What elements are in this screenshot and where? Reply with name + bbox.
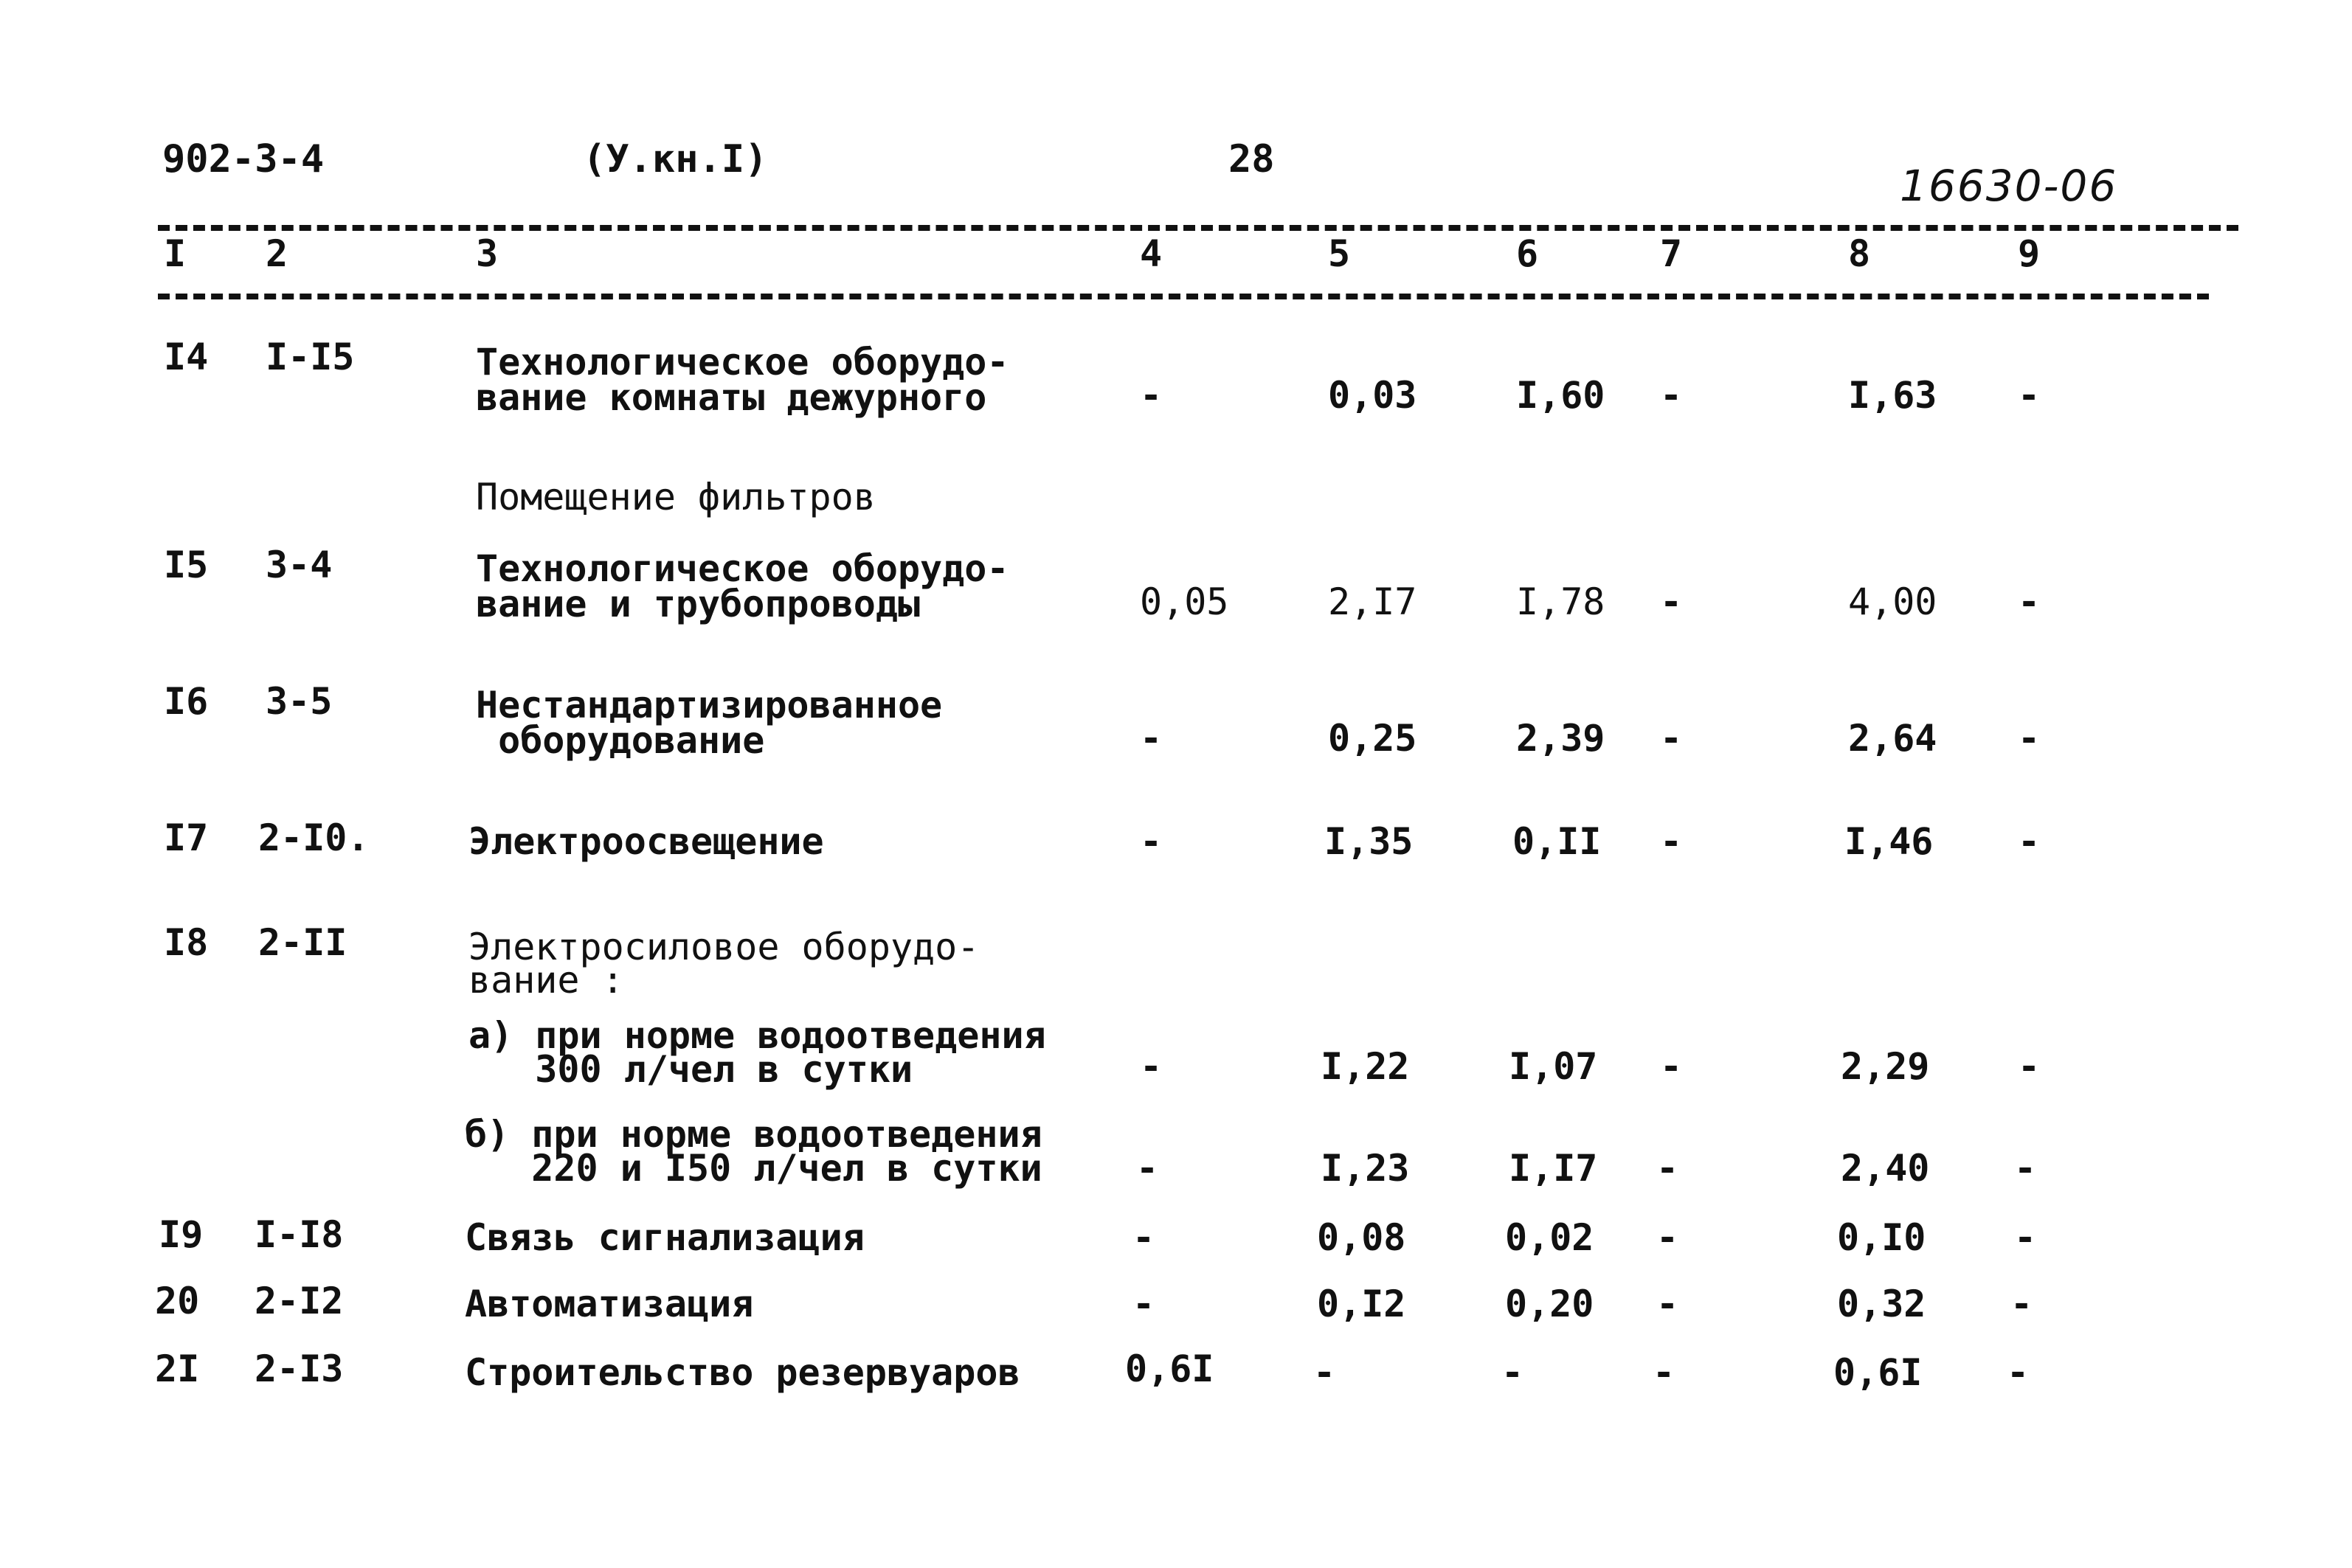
cell-col-9: - [2007, 1351, 2030, 1394]
cell-col-4: 0,6I [1125, 1347, 1214, 1390]
cell-col-7: - [1656, 1283, 1679, 1325]
cell-col-7: - [1660, 1045, 1683, 1088]
cell-col-7: - [1653, 1351, 1675, 1394]
col-header-3: 3 [476, 232, 499, 275]
row-name-line-1: Технологическое оборудо- [476, 341, 1009, 384]
cell-col-8: 4,00 [1848, 580, 1937, 623]
col-header-6: 6 [1516, 232, 1539, 275]
col-header-7: 7 [1660, 232, 1683, 275]
cell-col-5: I,35 [1324, 820, 1414, 863]
cell-col-5: I,22 [1321, 1045, 1410, 1088]
cell-col-4: - [1140, 820, 1163, 863]
row-number: 20 [155, 1280, 200, 1322]
cell-col-9: - [2018, 820, 2041, 863]
col-header-5: 5 [1328, 232, 1351, 275]
row-name-line-1: а) при норме водоотведения [468, 1014, 1046, 1057]
cell-col-8: I,63 [1848, 374, 1937, 417]
row-name-line-2: вание и трубопроводы [476, 583, 921, 625]
row-reference: 2-II [258, 921, 347, 964]
cell-col-9: - [2014, 1147, 2037, 1190]
cell-col-8: 0,I0 [1837, 1216, 1926, 1259]
col-header-1: I [164, 232, 187, 275]
cell-col-6: I,78 [1516, 580, 1605, 623]
header-rule-bottom [158, 294, 2209, 299]
row-name-line-2: 220 и I50 л/чел в сутки [465, 1147, 1042, 1190]
cell-col-8: 0,6I [1833, 1351, 1923, 1394]
row-name-line-2: оборудование [476, 719, 765, 762]
cell-col-5: 2,I7 [1328, 580, 1417, 623]
row-number: I8 [164, 921, 209, 964]
cell-col-6: 0,02 [1505, 1216, 1594, 1259]
cell-col-7: - [1660, 580, 1683, 623]
cell-col-9: - [2018, 717, 2041, 760]
row-reference: 2-I2 [255, 1280, 344, 1322]
row-number: I7 [164, 816, 209, 859]
cell-col-7: - [1660, 374, 1683, 417]
cell-col-9: - [2018, 1045, 2041, 1088]
row-name-line-1: Нестандартизированное [476, 684, 943, 726]
row-name-line-1: Технологическое оборудо- [476, 547, 1009, 590]
cell-col-6: 2,39 [1516, 717, 1605, 760]
row-number: I6 [164, 680, 209, 723]
row-name-line-1: Электросиловое оборудо- [468, 926, 980, 968]
cell-col-9: - [2018, 580, 2041, 623]
cell-col-4: 0,05 [1140, 580, 1229, 623]
row-name-line-2: вание : [468, 959, 624, 1002]
cell-col-7: - [1660, 717, 1683, 760]
cell-col-9: - [2014, 1216, 2037, 1259]
row-reference: 3-4 [266, 544, 333, 586]
row-number: 2I [155, 1347, 200, 1390]
row-number: I4 [164, 336, 209, 378]
cell-col-6: - [1501, 1351, 1524, 1394]
cell-col-6: I,I7 [1509, 1147, 1598, 1190]
cell-col-8: 0,32 [1837, 1283, 1926, 1325]
cell-col-6: 0,20 [1505, 1283, 1594, 1325]
volume-label: (У.кн.I) [583, 137, 768, 181]
row-reference: I-I5 [266, 336, 355, 378]
cell-col-5: 0,03 [1328, 374, 1417, 417]
cell-col-4: - [1140, 717, 1163, 760]
cell-col-4: - [1132, 1283, 1155, 1325]
col-header-4: 4 [1140, 232, 1163, 275]
cell-col-6: 0,II [1512, 820, 1602, 863]
cell-col-7: - [1660, 820, 1683, 863]
cell-col-5: 0,I2 [1317, 1283, 1406, 1325]
document-code: 16630-06 [1900, 161, 2118, 211]
cell-col-8: 2,64 [1848, 717, 1937, 760]
series-number: 902-3-4 [162, 137, 325, 181]
section-heading: Помещение фильтров [476, 476, 876, 518]
page-number: 28 [1228, 137, 1275, 181]
cell-col-7: - [1656, 1147, 1679, 1190]
cell-col-9: - [2010, 1283, 2033, 1325]
cell-col-8: I,46 [1844, 820, 1934, 863]
cell-col-4: - [1140, 1045, 1163, 1088]
row-reference: 2-I3 [255, 1347, 344, 1390]
cell-col-8: 2,40 [1841, 1147, 1930, 1190]
cell-col-5: - [1313, 1351, 1336, 1394]
row-reference: 2-I0. [258, 816, 370, 859]
cell-col-9: - [2018, 374, 2041, 417]
col-header-9: 9 [2018, 232, 2041, 275]
cell-col-6: I,60 [1516, 374, 1605, 417]
cell-col-6: I,07 [1509, 1045, 1598, 1088]
row-number: I9 [159, 1213, 204, 1256]
col-header-8: 8 [1848, 232, 1871, 275]
cell-col-4: - [1140, 374, 1163, 417]
cell-col-5: 0,25 [1328, 717, 1417, 760]
row-number: I5 [164, 544, 209, 586]
row-name-line-1: Связь сигнализация [465, 1216, 865, 1259]
row-name-line-1: Автоматизация [465, 1283, 754, 1325]
row-name-line-1: б) при норме водоотведения [465, 1113, 1042, 1156]
cell-col-5: 0,08 [1317, 1216, 1406, 1259]
row-name-line-2: вание комнаты дежурного [476, 376, 987, 419]
row-reference: 3-5 [266, 680, 333, 723]
row-name-line-1: Электроосвещение [468, 820, 824, 863]
row-reference: I-I8 [255, 1213, 344, 1256]
cell-col-5: I,23 [1321, 1147, 1410, 1190]
cell-col-4: - [1132, 1216, 1155, 1259]
row-name-line-1: Строительство резервуаров [465, 1351, 1020, 1394]
col-header-2: 2 [266, 232, 288, 275]
cell-col-7: - [1656, 1216, 1679, 1259]
cell-col-4: - [1136, 1147, 1159, 1190]
header-rule-top [158, 225, 2238, 231]
cell-col-8: 2,29 [1841, 1045, 1930, 1088]
row-name-line-2: 300 л/чел в сутки [468, 1048, 913, 1091]
